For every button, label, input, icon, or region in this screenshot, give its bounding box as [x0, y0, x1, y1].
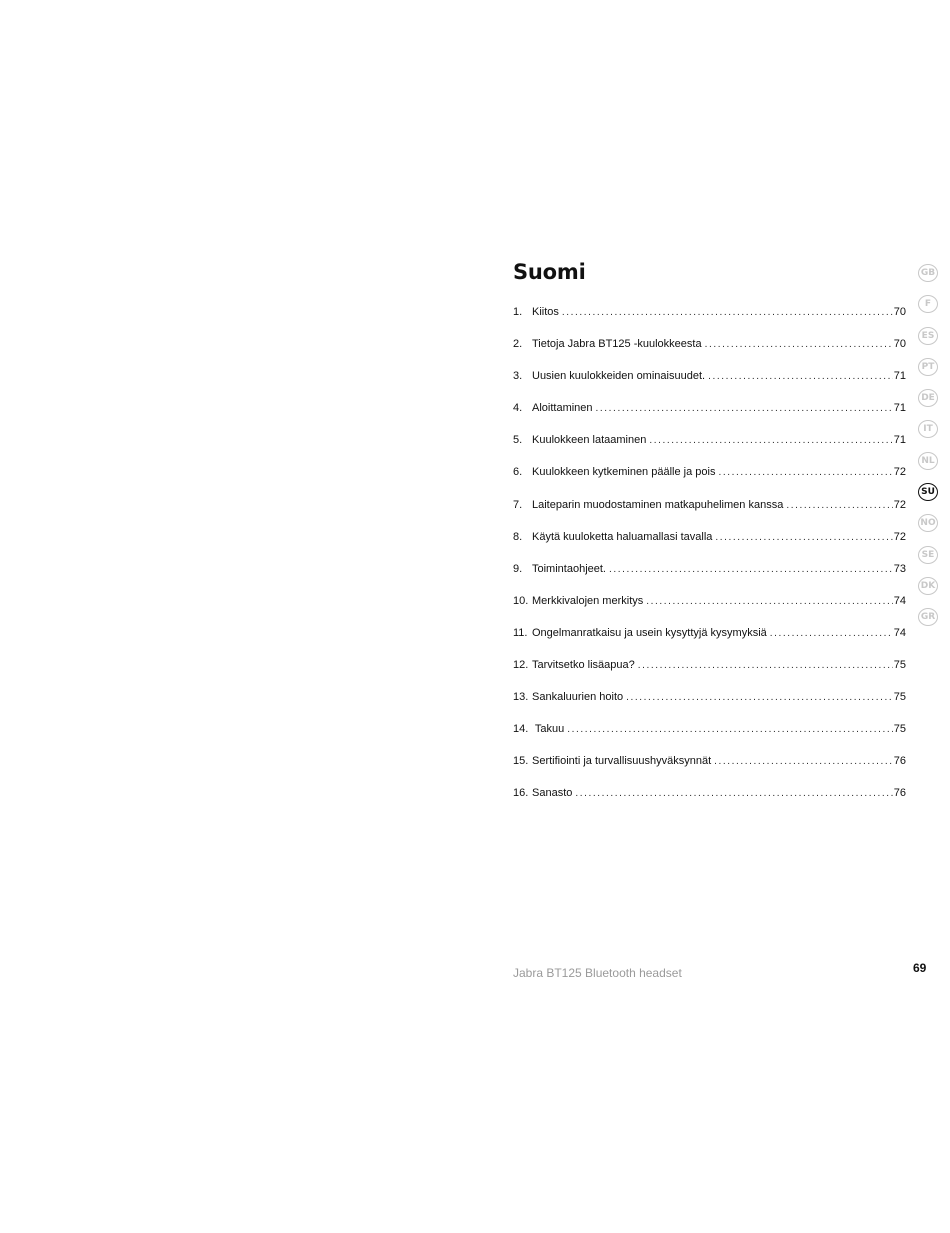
toc-leader	[711, 753, 893, 771]
toc-title: Tarvitsetko lisäapua?	[532, 659, 635, 672]
language-tab-it[interactable]: IT	[918, 420, 938, 438]
toc-number: 16.	[513, 787, 529, 800]
language-tab-f[interactable]: F	[918, 295, 938, 313]
toc-page-number: 71	[893, 434, 906, 447]
toc-leader	[705, 368, 893, 386]
toc-leader	[767, 625, 893, 643]
toc-title: Sertifiointi ja turvallisuushyväksynnät	[532, 755, 712, 768]
toc-number: 1.	[513, 306, 523, 318]
toc-page-number: 72	[893, 466, 906, 479]
toc-number: 3.	[513, 370, 523, 383]
toc-entry-12[interactable]	[513, 656, 906, 688]
language-tab-no[interactable]: NO	[918, 514, 938, 532]
toc-leader	[635, 657, 893, 675]
toc-entry-8[interactable]	[513, 528, 906, 560]
toc-number: 2.	[513, 338, 523, 351]
toc-entry-10[interactable]	[513, 592, 906, 624]
toc-entry-14[interactable]	[513, 720, 906, 752]
toc-entry-5[interactable]	[513, 431, 906, 463]
toc-entry-13[interactable]	[513, 688, 906, 720]
language-tab-gb[interactable]: GB	[918, 264, 938, 282]
toc-page-number: 74	[893, 594, 906, 607]
toc-title: Tietoja Jabra BT125 -kuulokkeesta	[532, 338, 702, 351]
toc-entry-2[interactable]	[513, 335, 906, 367]
toc-entry-3[interactable]	[513, 367, 906, 399]
toc-title: Ongelmanratkaisu ja usein kysyttyjä kysymyksiä	[532, 626, 767, 639]
toc-entry-7[interactable]	[513, 496, 906, 528]
toc-leader	[715, 464, 892, 482]
toc-number: 8.	[513, 530, 523, 543]
toc-number: 15.	[513, 755, 529, 768]
language-tab-gr[interactable]: GR	[918, 608, 938, 626]
toc-page-number: 76	[893, 787, 906, 800]
toc-page-number: 72	[893, 498, 906, 511]
toc-title: Kuulokkeen lataaminen	[532, 434, 647, 447]
toc-leader	[572, 785, 892, 803]
toc-number: 12.	[513, 659, 529, 672]
toc-entry-11[interactable]	[513, 624, 906, 656]
toc-page-number: 76	[893, 755, 906, 768]
toc-page-number: 75	[893, 691, 906, 704]
toc-title: Kuulokkeen kytkeminen päälle ja pois	[532, 466, 716, 479]
toc-number: 7.	[513, 498, 523, 511]
page-number: 69	[913, 961, 927, 975]
toc-page-number: 71	[893, 402, 906, 415]
toc-leader	[712, 529, 892, 547]
language-tab-dk[interactable]: DK	[918, 577, 938, 595]
toc-title: Merkkivalojen merkitys	[532, 594, 644, 607]
toc-leader	[559, 304, 893, 322]
toc-page-number: 75	[893, 659, 906, 672]
toc-entry-6[interactable]	[513, 463, 906, 495]
footer-product-name: Jabra BT125 Bluetooth headset	[513, 966, 682, 980]
toc-page-number: 72	[893, 530, 906, 543]
toc-page-number: 73	[893, 562, 906, 575]
toc-page-number: 70	[893, 338, 906, 351]
toc-number: 11.	[513, 626, 528, 639]
language-tab-su-active[interactable]: SU	[918, 483, 938, 501]
toc-number: 5.	[513, 434, 523, 447]
toc-number: 10.	[513, 594, 529, 607]
toc-leader	[783, 497, 892, 515]
toc-title: Laiteparin muodostaminen matkapuhelimen kanssa	[532, 498, 784, 511]
toc-title: Käytä kuuloketta haluamallasi tavalla	[532, 530, 713, 543]
toc-leader	[564, 721, 893, 739]
toc-entry-15[interactable]	[513, 752, 906, 784]
toc-title: Takuu	[532, 723, 565, 736]
toc-title: Sankaluurien hoito	[532, 691, 624, 704]
language-tab-es[interactable]: ES	[918, 327, 938, 345]
toc-page-number: 71	[893, 370, 906, 383]
language-tab-se[interactable]: SE	[918, 546, 938, 564]
toc-title: Uusien kuulokkeiden ominaisuudet.	[532, 370, 706, 383]
toc-title: Aloittaminen	[532, 402, 593, 415]
toc-leader	[646, 432, 892, 450]
toc-entry-4[interactable]	[513, 399, 906, 431]
language-tab-nl[interactable]: NL	[918, 452, 938, 470]
toc-number: 6.	[513, 466, 523, 479]
language-tabs	[918, 264, 938, 640]
toc-leader	[702, 336, 893, 354]
toc-page-number: 75	[893, 723, 906, 736]
toc-entry-9[interactable]	[513, 560, 906, 592]
toc-number: 13.	[513, 691, 529, 704]
toc-leader	[643, 593, 893, 611]
toc-number: 14.	[513, 723, 529, 736]
language-tab-pt[interactable]: PT	[918, 358, 938, 376]
toc-leader	[593, 400, 893, 418]
language-tab-de[interactable]: DE	[918, 389, 938, 407]
toc-title: Kiitos	[532, 306, 559, 318]
toc-page-number: 74	[893, 626, 906, 639]
toc-leader	[606, 561, 893, 579]
toc-entry-1[interactable]	[513, 303, 906, 335]
page-title: Suomi	[513, 260, 586, 284]
table-of-contents	[513, 303, 906, 817]
toc-title: Sanasto	[532, 787, 573, 800]
toc-title: Toimintaohjeet.	[532, 562, 606, 575]
toc-number: 9.	[513, 562, 523, 575]
toc-entry-16[interactable]	[513, 784, 906, 816]
toc-page-number: 70	[893, 306, 906, 318]
toc-number: 4.	[513, 402, 523, 415]
toc-leader	[623, 689, 893, 707]
